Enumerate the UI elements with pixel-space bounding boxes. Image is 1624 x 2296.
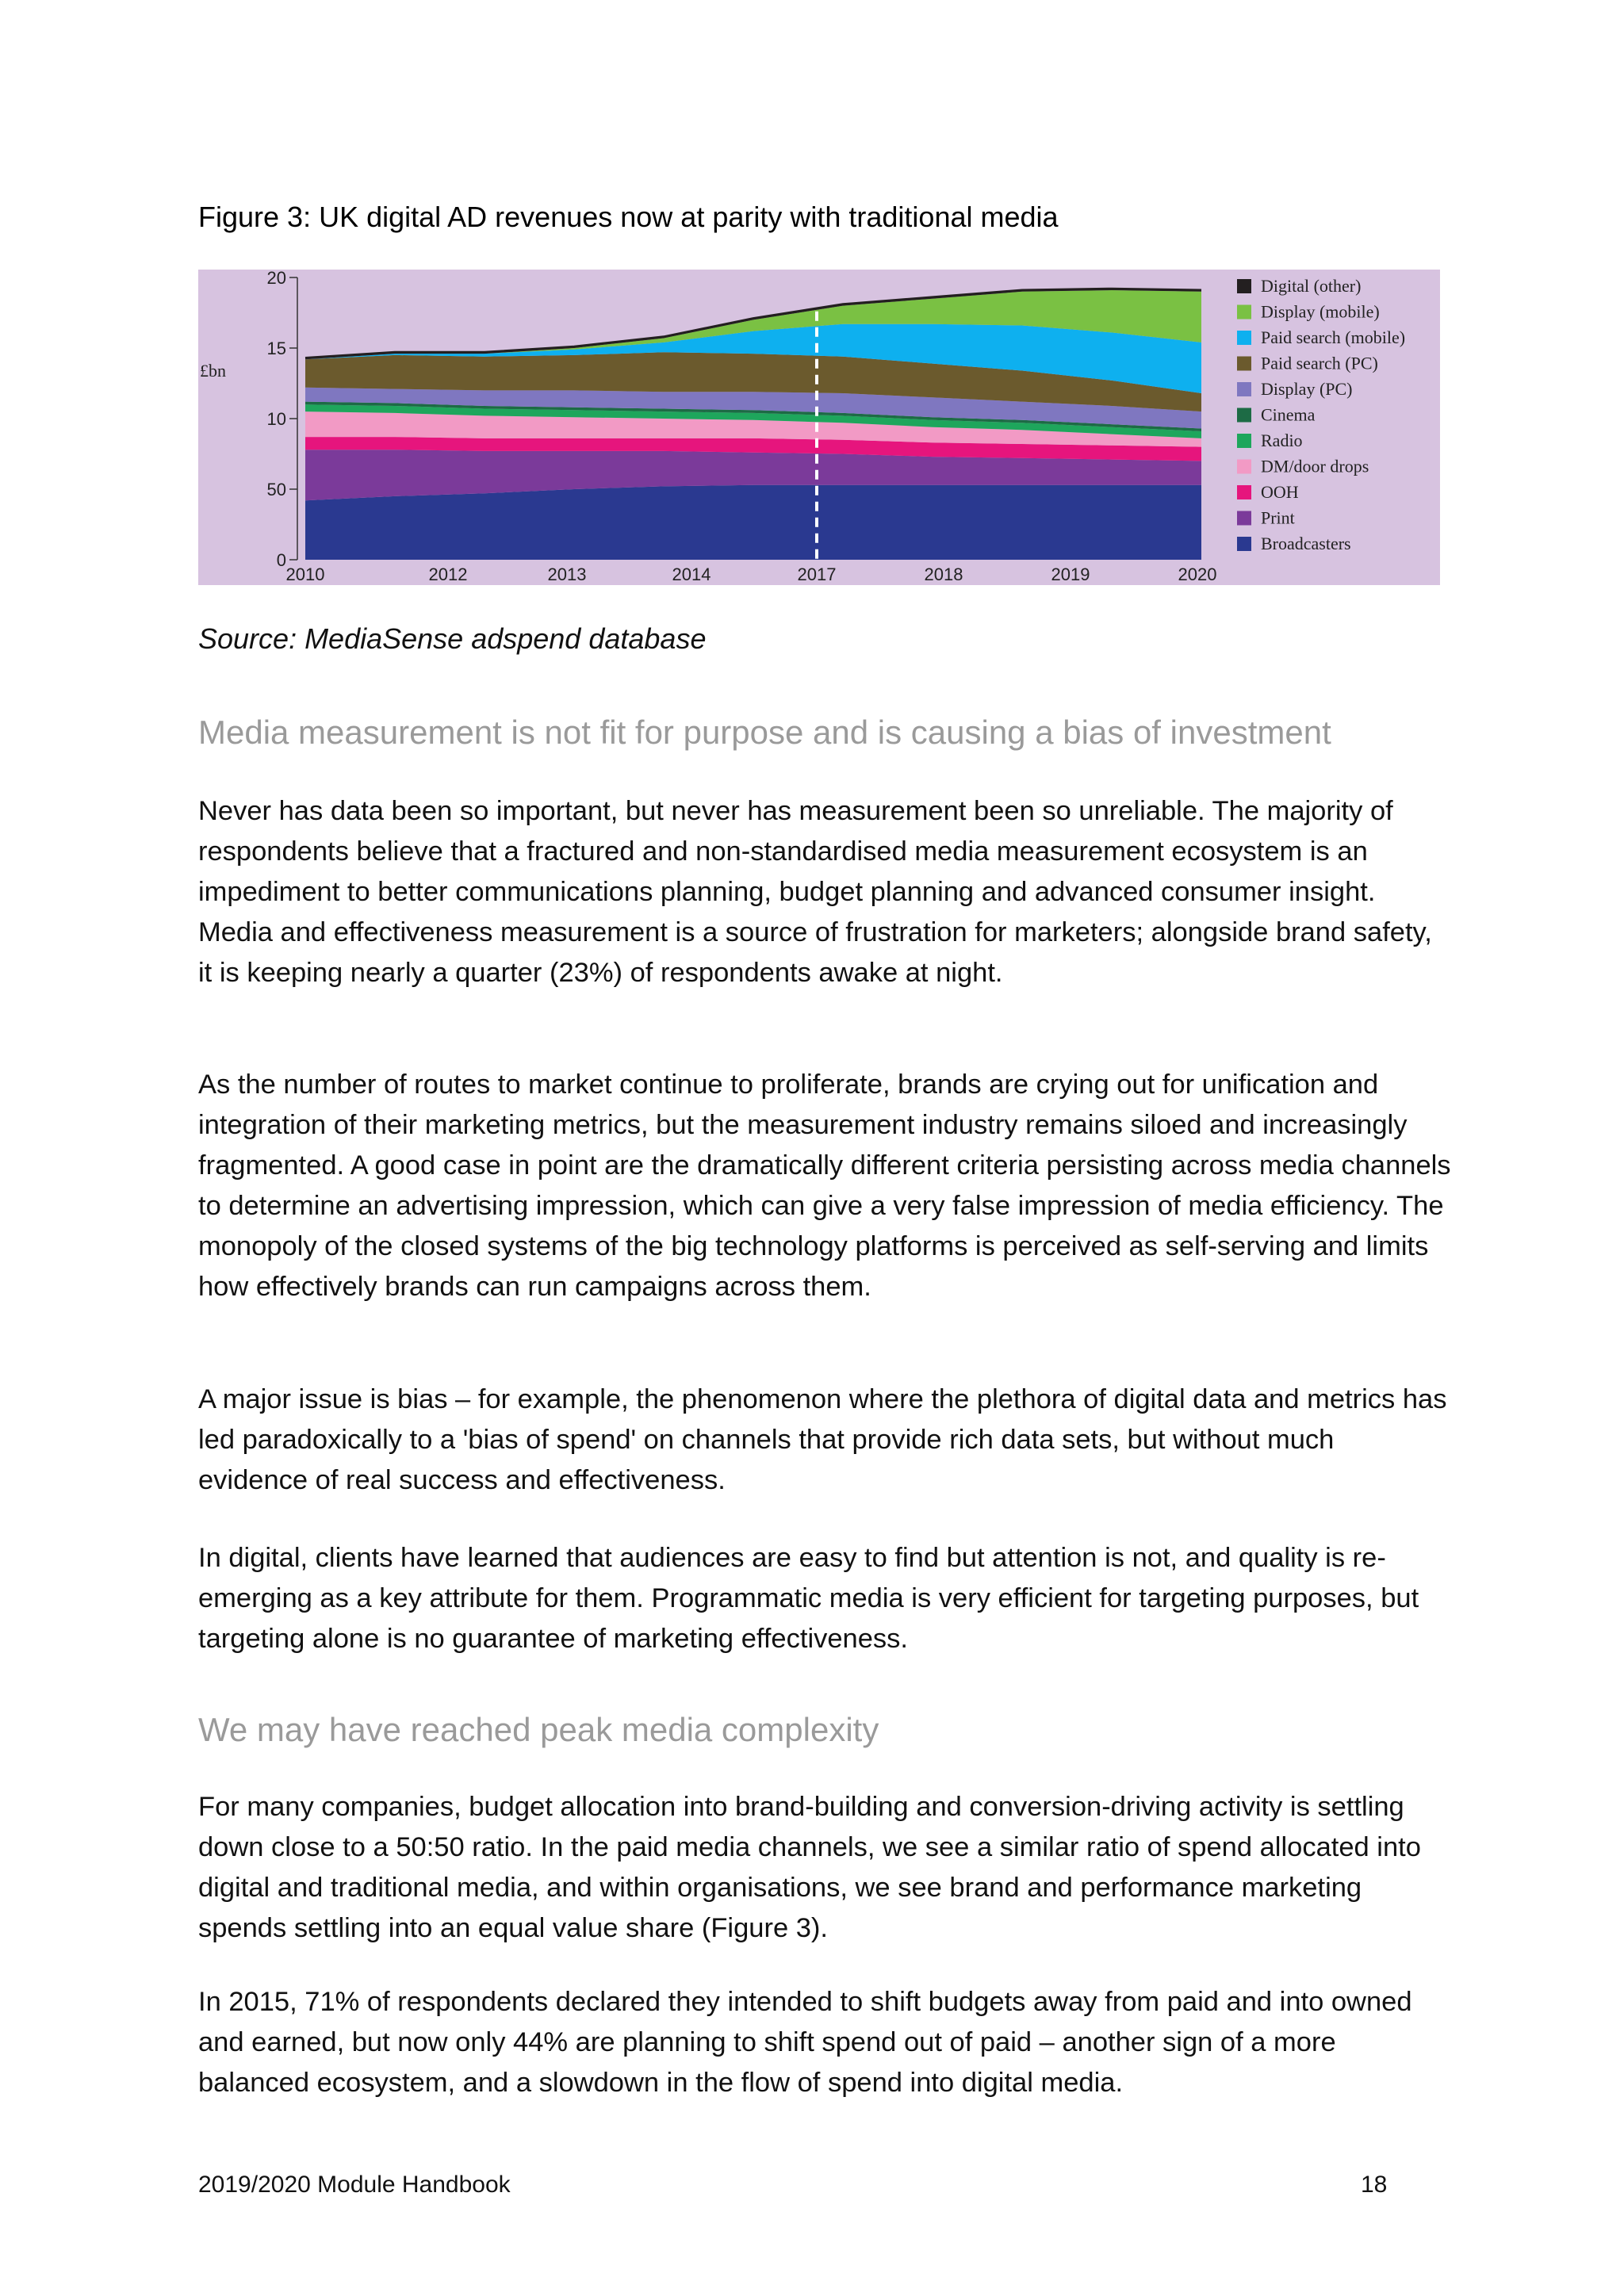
paragraph: As the number of routes to market continue to proliferate, brands are crying out for unification and integration of their marketing metrics, but the measurement industry remains siloed and increasingly fragmented. A good case in point are the dramatically different criteria persisting across media channels to determine an advertising impression, which can give a very false impression of media efficiency. The monopoly of the closed systems of the big technology platforms is perceived as self-serving and limits how effectively brands can run campaigns across them. xyxy=(198,1070,1451,1302)
x-tick-label: 2013 xyxy=(547,564,587,584)
x-tick-label: 2010 xyxy=(285,564,325,584)
legend-label: Paid search (PC) xyxy=(1261,353,1378,373)
paragraph: Never has data been so important, but never has measurement been so unreliable. The majority of respondents believe that a fractured and non-standardised media measurement ecosystem is an impediment to better communications planning, budget planning and advanced consumer insight. Media and effectiveness measurement is a source of frustration for marketers; alongside brand safety, it is keeping nearly a quarter (23%) of respondents awake at night. xyxy=(198,796,1432,988)
area-broadcasters xyxy=(305,485,1201,560)
x-tick-label: 2012 xyxy=(428,564,468,584)
section-heading-measurement: Media measurement is not fit for purpose and is causing a bias of investment xyxy=(198,714,1331,751)
legend-swatch xyxy=(1237,511,1251,526)
footer-handbook-title: 2019/2020 Module Handbook xyxy=(198,2172,511,2198)
y-tick-label: 15 xyxy=(266,339,286,358)
stacked-area-chart xyxy=(198,270,1440,585)
y-axis-label: £bn xyxy=(200,361,226,381)
legend-label: Broadcasters xyxy=(1261,534,1351,553)
legend-label: DM/door drops xyxy=(1261,456,1369,476)
y-tick-label: 20 xyxy=(266,270,286,288)
paragraph: In digital, clients have learned that audiences are easy to find but attention is not, and quality is re-emerging as a key attribute for them. Programmatic media is very efficient for targeting purposes, but targeting alone is no guarantee of marketing effectiveness. xyxy=(198,1543,1419,1654)
legend-swatch xyxy=(1237,485,1251,499)
legend-swatch xyxy=(1237,460,1251,474)
footer-page-number: 18 xyxy=(1361,2172,1388,2198)
figure-title: Figure 3: UK digital AD revenues now at parity with traditional media xyxy=(198,201,1059,233)
legend-label: Display (PC) xyxy=(1261,379,1353,399)
chart-svg xyxy=(198,270,1440,585)
paragraph: In 2015, 71% of respondents declared they intended to shift budgets away from paid and into owned and earned, but now only 44% are planning to shift spend out of paid – another sign of a more balanced ecosystem, and a slowdown in the flow of spend into digital media. xyxy=(198,1987,1412,2098)
legend-swatch xyxy=(1237,408,1251,423)
legend-label: Digital (other) xyxy=(1261,276,1362,296)
x-tick-label: 2017 xyxy=(797,564,837,584)
legend-swatch xyxy=(1237,382,1251,396)
legend-swatch xyxy=(1237,434,1251,448)
section-heading-complexity: We may have reached peak media complexity xyxy=(198,1711,879,1748)
y-tick-label: 10 xyxy=(266,409,286,429)
paragraph: For many companies, budget allocation into brand-building and conversion-driving activity is settling down close to a 50:50 ratio. In the paid media channels, we see a similar ratio of spend allocated into digital and traditional media, and within organisations, we see brand and performance marketing spends settling into an equal value share (Figure 3). xyxy=(198,1792,1421,1943)
x-tick-label: 2020 xyxy=(1178,564,1217,584)
legend-swatch xyxy=(1237,331,1251,345)
legend-label: Cinema xyxy=(1261,404,1316,425)
legend-label: Print xyxy=(1261,507,1295,528)
legend-swatch xyxy=(1237,537,1251,551)
x-tick-label: 2019 xyxy=(1051,564,1090,584)
y-tick-label: 50 xyxy=(266,480,286,499)
legend-label: Display (mobile) xyxy=(1261,301,1380,322)
legend-swatch xyxy=(1237,305,1251,320)
y-tick-label: 0 xyxy=(276,550,286,570)
x-tick-label: 2018 xyxy=(924,564,963,584)
figure-source: Source: MediaSense adspend database xyxy=(198,622,707,655)
legend-swatch xyxy=(1237,279,1251,293)
legend-label: Radio xyxy=(1261,430,1303,450)
legend-label: Paid search (mobile) xyxy=(1261,327,1406,347)
legend-label: OOH xyxy=(1261,482,1299,502)
paragraph: A major issue is bias – for example, the phenomenon where the plethora of digital data and metrics has led paradoxically to a 'bias of spend' on channels that provide rich data sets, but without much evidence of real success and effectiveness. xyxy=(198,1384,1447,1495)
x-tick-label: 2014 xyxy=(672,564,711,584)
legend-swatch xyxy=(1237,357,1251,371)
